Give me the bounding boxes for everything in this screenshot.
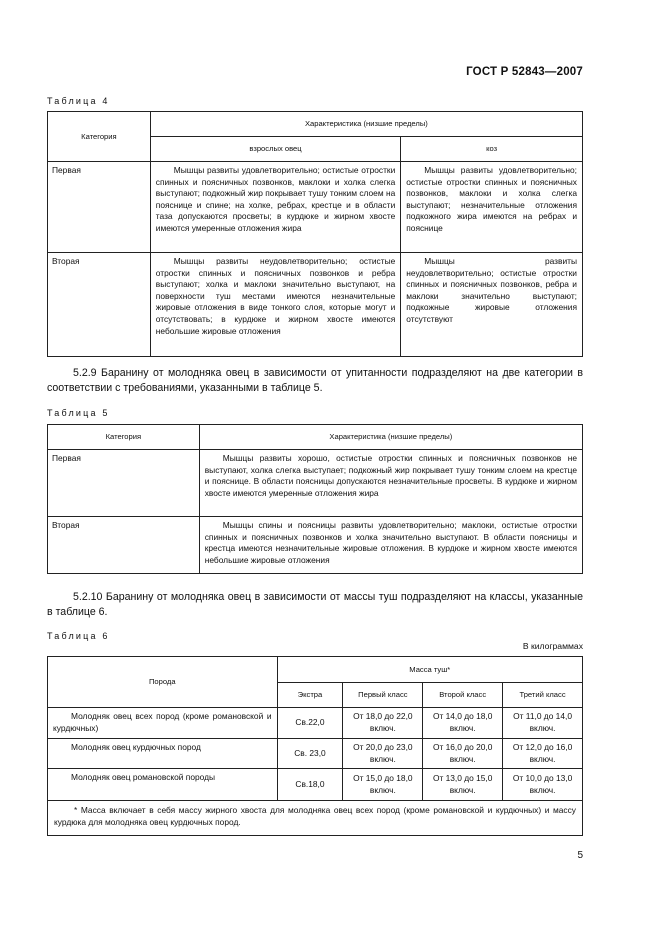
table-6-cell: От 20,0 до 23,0 включ.	[343, 739, 423, 769]
table-6-breed: Молодняк овец романовской породы	[48, 769, 278, 801]
table-4-goats-text: Мышцы развиты удовлетворительно; остистые отростки спинных и поясничных позвонков, маклоки и холка слегка выступают; незначительные отложения подкожного жира имеются на ребрах и пояснице	[401, 162, 583, 253]
table-4-category: Вторая	[48, 253, 151, 357]
table-5-caption: Таблица 5	[47, 408, 110, 418]
table-6-cell: Св.18,0	[277, 769, 343, 801]
document-header: ГОСТ Р 52843—2007	[466, 66, 583, 78]
table-4-goats-text: Мышцы развиты неудовлетворительно; остистые отростки спинных и поясничных позвонков, ребра и маклоки значительно выступают; подкожные жировые отложения отсутствуют	[401, 253, 583, 357]
table-6-caption: Таблица 6	[47, 631, 110, 641]
table-6-header-third-class: Третий класс	[503, 683, 583, 708]
table-5-category: Вторая	[48, 517, 200, 574]
table-row	[48, 708, 583, 739]
table-6-cell: Св. 23,0	[277, 739, 343, 769]
table-4-adult-text: Мышцы развиты удовлетворительно; остистые отростки спинных и поясничных позвонков, маклоки и холка слегка выступают; подкожный жир покрывает тушу тонким слоем на пояснице и спине; на холке, ребрах, крестце и в области таза допускаются просветы; в курдюке и жирном хвосте имеются умеренные отложения жира	[150, 162, 400, 253]
table-5-text: Мышцы спины и поясницы развиты удовлетворительно; маклоки, остистые отростки спинных и поясничных позвонков и холка значительно выступают. В области поясницы и крестца имеются незначительные жировые отложения. В курдюке и жирном хвосте имеются небольшие жировые отложения	[199, 517, 582, 574]
table-6-header-breed: Порода	[48, 657, 278, 708]
table-6-cell: Св.22,0	[277, 708, 343, 739]
table-5-text: Мышцы развиты хорошо, остистые отростки спинных и поясничных позвонков не выступают, холка слегка выступает; подкожный жир покрывает тушу тонким слоем на крестце и пояснице. В области поясницы допускаются незначительные просветы. В курдюке и жирном хвосте имеются умеренные отложения жира	[199, 450, 582, 517]
table-6-header-extra: Экстра	[277, 683, 343, 708]
table-6-header-mass: Масса туш*	[277, 657, 582, 683]
table-5-header-characteristic: Характеристика (низшие пределы)	[199, 425, 582, 450]
table-6-cell: От 12,0 до 16,0 включ.	[503, 739, 583, 769]
table-4	[47, 111, 583, 357]
table-6-footnote-row	[48, 801, 583, 836]
table-row	[48, 769, 583, 801]
table-6-cell: От 15,0 до 18,0 включ.	[343, 769, 423, 801]
table-6-cell: От 16,0 до 20,0 включ.	[423, 739, 503, 769]
table-row	[48, 253, 583, 357]
table-6-breed: Молодняк овец курдючных пород	[48, 739, 278, 769]
table-4-category: Первая	[48, 162, 151, 253]
table-4-header-category: Категория	[48, 112, 151, 162]
table-4-header-goats: коз	[401, 137, 583, 162]
table-row	[48, 517, 583, 574]
table-4-caption: Таблица 4	[47, 96, 110, 106]
table-6	[47, 656, 583, 836]
table-6-header-first-class: Первый класс	[343, 683, 423, 708]
table-4-header-adult: взрослых овец	[150, 137, 400, 162]
table-row	[48, 450, 583, 517]
table-row	[48, 739, 583, 769]
table-5	[47, 424, 583, 574]
table-6-cell: От 18,0 до 22,0 включ.	[343, 708, 423, 739]
table-6-header-second-class: Второй класс	[423, 683, 503, 708]
table-6-footnote: * Масса включает в себя массу жирного хвоста для молодняка овец всех пород (кроме романовской и курдючных) и массу курдюка для молодняка овец курдючных пород.	[48, 801, 583, 836]
table-6-cell: От 14,0 до 18,0 включ.	[423, 708, 503, 739]
table-4-adult-text: Мышцы развиты неудовлетворительно; остистые отростки спинных и поясничных позвонков и ребра выступают; холка и маклоки значительно выступают, на поверхности туш местами имеются незначительные жировые отложения в виде тонкого слоя, которые могут и отсутствовать; в курдюке и жирном хвосте имеются небольшие жировые отложения	[150, 253, 400, 357]
table-4-header-characteristic: Характеристика (низшие пределы)	[150, 112, 582, 137]
table-6-breed: Молодняк овец всех пород (кроме романовской и курдючных)	[48, 708, 278, 739]
table-6-cell: От 10,0 до 13,0 включ.	[503, 769, 583, 801]
table-6-cell: От 13,0 до 15,0 включ.	[423, 769, 503, 801]
table-5-category: Первая	[48, 450, 200, 517]
table-5-header-category: Категория	[48, 425, 200, 450]
paragraph-5-2-10: 5.2.10 Баранину от молодняка овец в зависимости от массы туш подразделяют на классы, указанные в таблице 6.	[47, 591, 583, 618]
table-row	[48, 162, 583, 253]
page-number: 5	[577, 850, 583, 861]
table-6-units: В килограммах	[522, 641, 583, 651]
paragraph-5-2-9: 5.2.9 Баранину от молодняка овец в зависимости от упитанности подразделяют на две категории в соответствии с требованиями, указанными в таблице 5.	[47, 367, 583, 394]
table-6-cell: От 11,0 до 14,0 включ.	[503, 708, 583, 739]
